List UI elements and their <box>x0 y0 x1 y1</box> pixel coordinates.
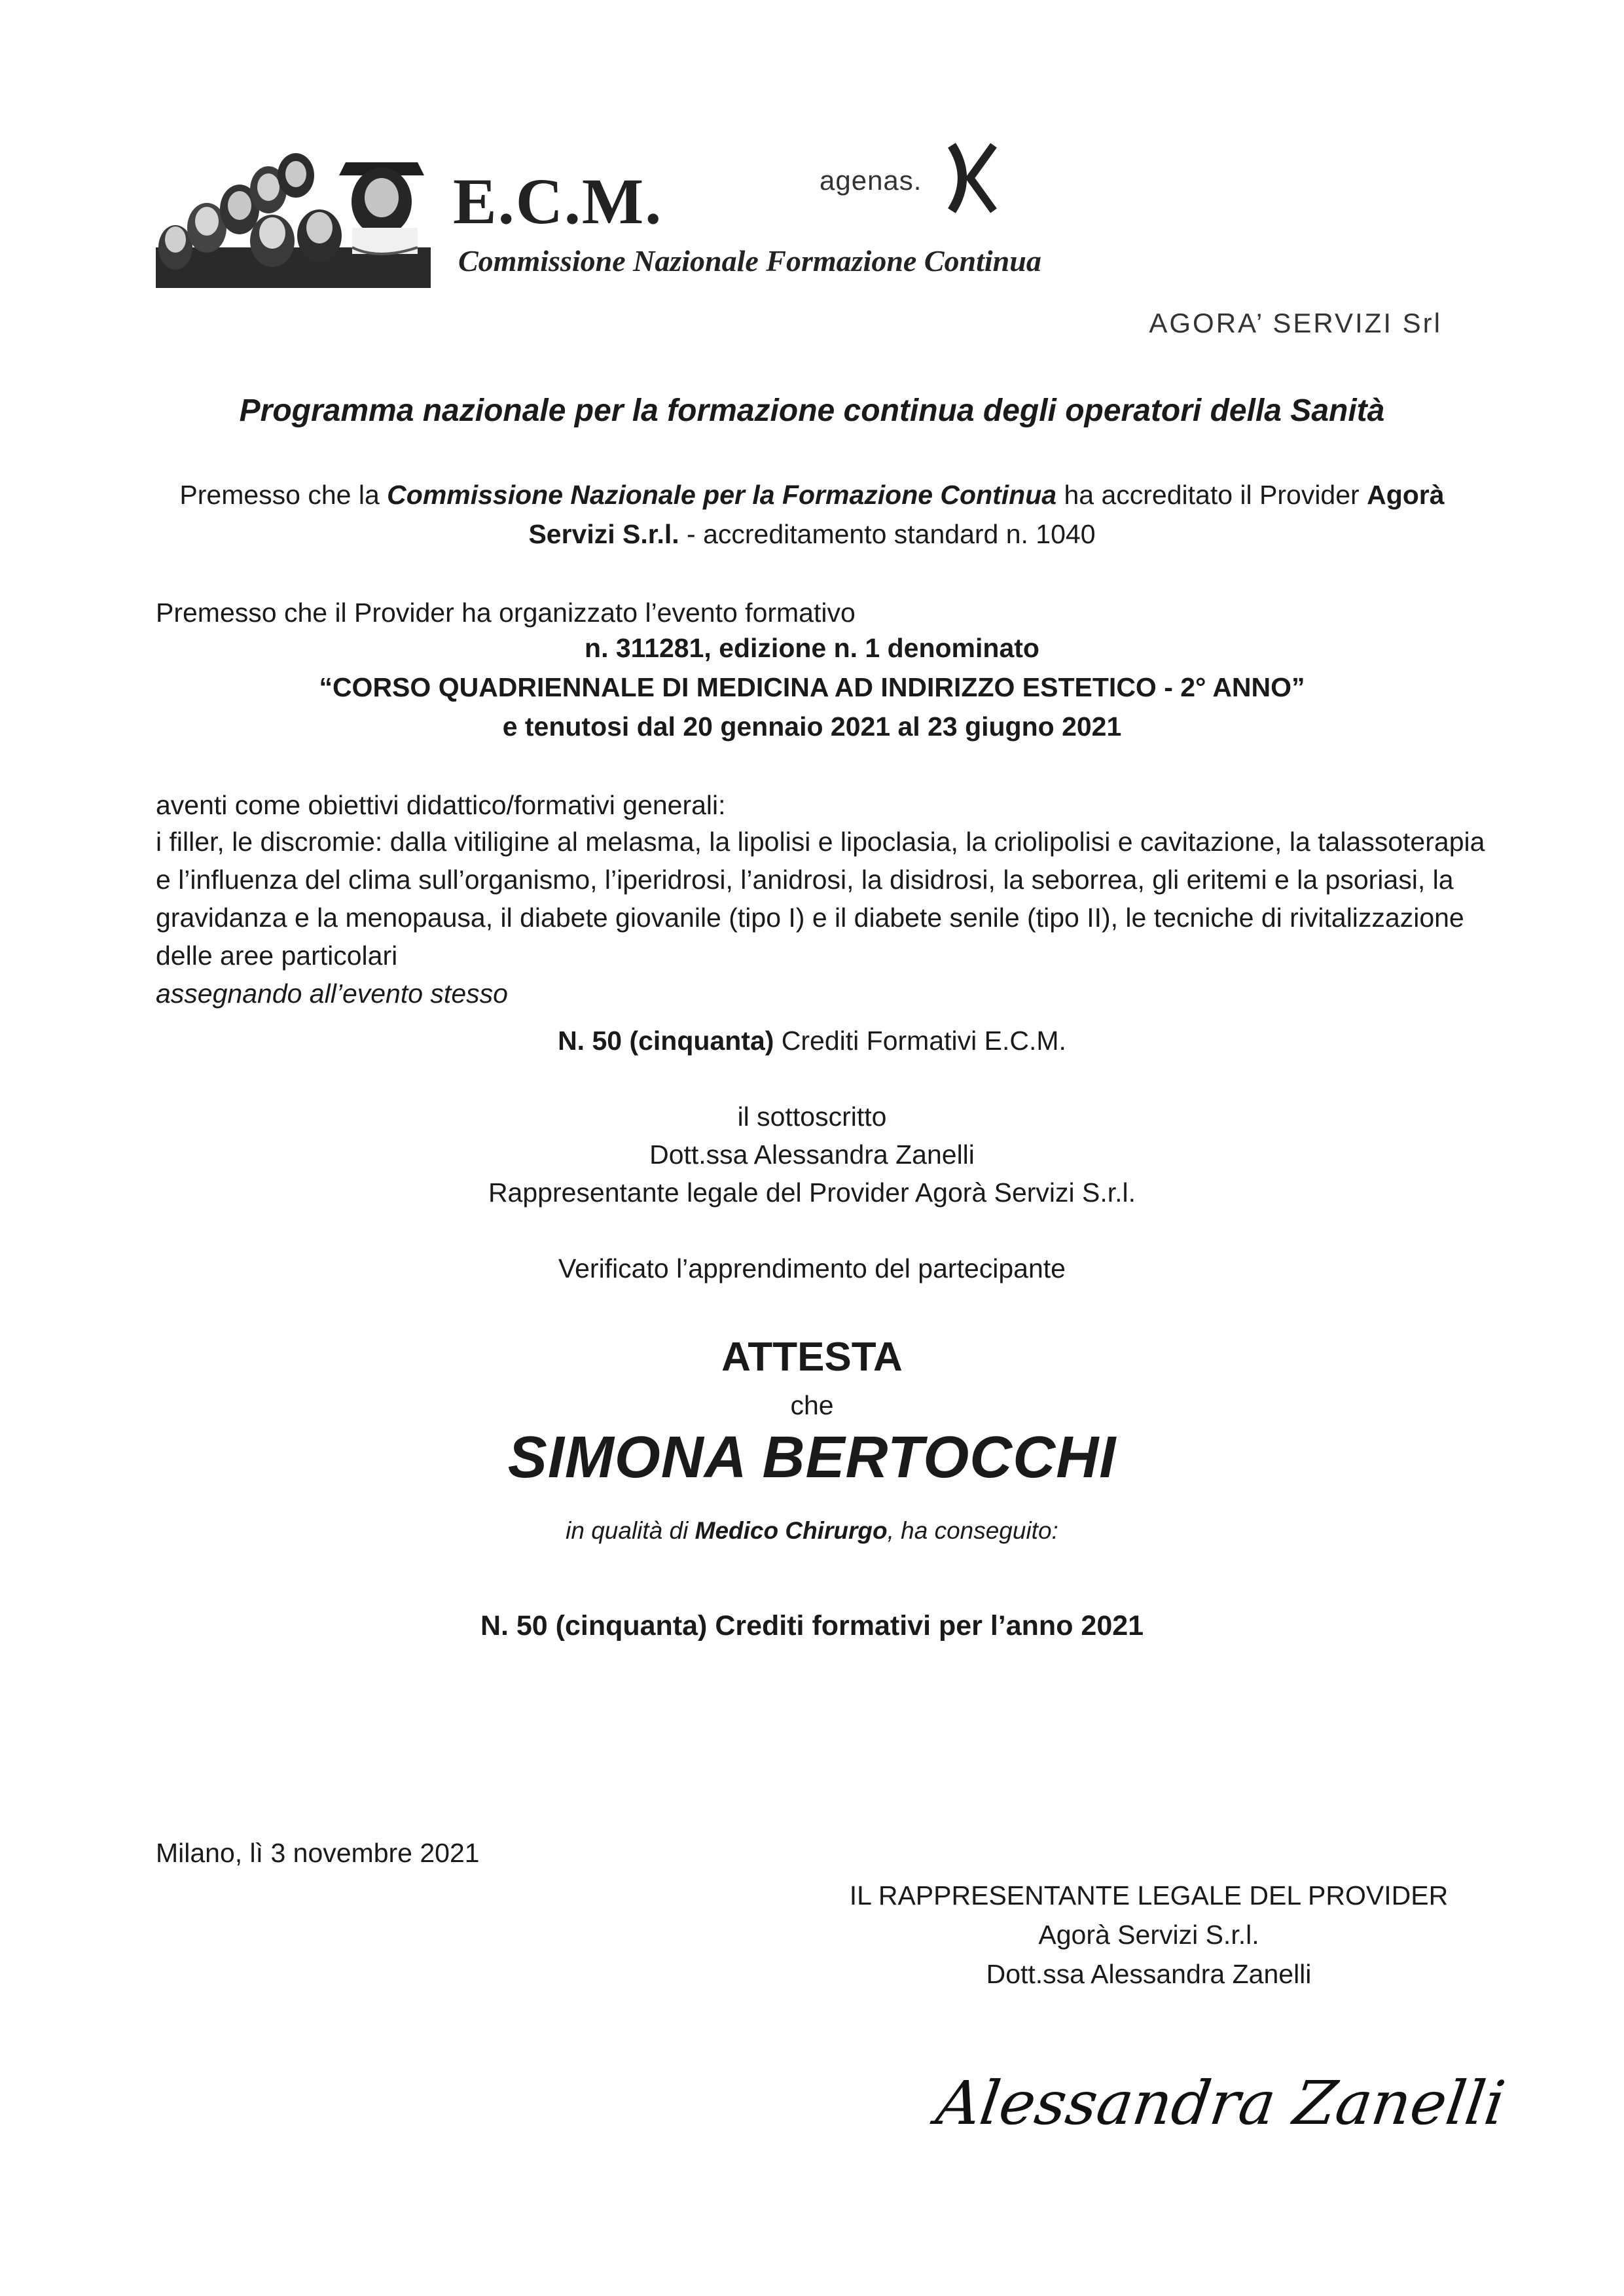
signature-company: Agorà Servizi S.r.l. <box>1038 1920 1259 1950</box>
agenas-logo-icon <box>947 139 999 217</box>
objectives-line: gravidanza e la menopausa, il diabete giovanile (tipo I) e il diabete senile (tipo II), le tecniche di rivitalizzazione <box>156 903 1464 933</box>
signature-role: IL RAPPRESENTANTE LEGALE DEL PROVIDER <box>849 1880 1449 1910</box>
assigning-text: assegnando all’evento stesso <box>156 978 508 1009</box>
objectives-line: e l’influenza del clima sull’organismo, l’iperidrosi, l’anidrosi, la disidrosi, la seborrea, gli eritemi e la psoriasi, la <box>156 865 1454 895</box>
objectives-intro: aventi come obiettivi didattico/formativi generali: <box>156 790 726 820</box>
event-credits: N. 50 (cinquanta) Crediti Formativi E.C.M. <box>558 1026 1066 1056</box>
qualification-line: in qualità di Medico Chirurgo, ha conseguito: <box>566 1517 1058 1544</box>
handwritten-signature <box>932 2055 1509 2153</box>
ecm-title: E.C.M. <box>453 165 663 238</box>
premise-accreditation-line2: Servizi S.r.l. - accreditamento standard n. 1040 <box>528 519 1096 549</box>
ecm-logo-illustration <box>156 149 431 288</box>
event-dates: e tenutosi dal 20 gennaio 2021 al 23 giugno 2021 <box>502 711 1122 742</box>
objectives-line: delle aree particolari <box>156 941 398 971</box>
ecm-subtitle: Commissione Nazionale Formazione Continua <box>458 244 1041 278</box>
final-credits: N. 50 (cinquanta) Crediti formativi per l’anno 2021 <box>480 1610 1144 1641</box>
svg-text:Alessandra Zanelli: Alessandra Zanelli <box>932 2068 1509 2138</box>
che-text: che <box>790 1390 834 1420</box>
event-number: n. 311281, edizione n. 1 denominato <box>585 633 1039 663</box>
signature-name: Dott.ssa Alessandra Zanelli <box>986 1959 1312 1989</box>
objectives-line: i filler, le discromie: dalla vitiligine al melasma, la lipolisi e lipoclasia, la criolipolisi e cavitazione, la talassoterapia <box>156 827 1485 857</box>
verification-text: Verificato l’apprendimento del partecipante <box>558 1253 1066 1283</box>
provider-name-header: AGORA’ SERVIZI Srl <box>1149 308 1442 338</box>
undersigned-label: il sottoscritto <box>737 1102 887 1132</box>
agenas-logo-text: agenas. <box>820 165 922 196</box>
participant-name: SIMONA BERTOCCHI <box>507 1425 1117 1490</box>
place-date: Milano, lì 3 novembre 2021 <box>156 1838 480 1868</box>
programme-title: Programma nazionale per la formazione continua degli operatori della Sanità <box>239 393 1385 428</box>
premise-accreditation-line1: Premesso che la Commissione Nazionale per la Formazione Continua ha accreditato il Provider Agorà <box>179 480 1445 510</box>
premise-event-intro: Premesso che il Provider ha organizzato l’evento formativo <box>156 598 856 628</box>
undersigned-role: Rappresentante legale del Provider Agorà Servizi S.r.l. <box>488 1177 1136 1208</box>
attesta-heading: ATTESTA <box>721 1335 903 1380</box>
event-title: “CORSO QUADRIENNALE DI MEDICINA AD INDIRIZZO ESTETICO - 2° ANNO” <box>319 672 1305 702</box>
undersigned-name: Dott.ssa Alessandra Zanelli <box>649 1139 975 1170</box>
signature-block <box>720 1876 1578 1994</box>
